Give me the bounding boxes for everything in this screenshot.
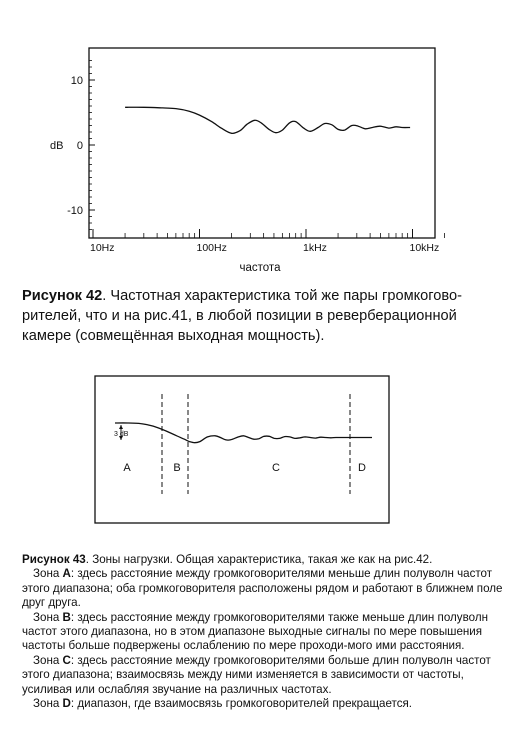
x-tick-label: 10kHz [409, 242, 440, 254]
figure-42-caption [22, 286, 502, 346]
zone-c-description [22, 654, 516, 697]
x-tick-label: 100Hz [196, 242, 227, 254]
annotation-arrowhead-up [119, 425, 123, 429]
zone-b-prefix: Зона [33, 610, 63, 624]
y-axis-tick-labels [67, 75, 83, 217]
y-axis-ticks [89, 61, 95, 230]
y-axis-label: dB [50, 140, 64, 152]
zone-d-description [22, 697, 516, 711]
series-line-response [125, 107, 410, 133]
zone-a-description [22, 567, 516, 610]
zone-label-d: D [358, 462, 366, 474]
zone-a-text: : здесь расстояние между громкоговорителями меньше длин полуволн частот этого диапазона; оба громкоговорителя расположены рядом и работают в ближнем поле друг друга. [22, 567, 503, 610]
y-tick-label: 10 [70, 75, 83, 87]
zone-label-a: A [123, 462, 131, 474]
figure-42-chart [0, 0, 521, 280]
zone-d-prefix: Зона [33, 697, 63, 711]
series-line-response [115, 423, 372, 443]
zone-c-text: : здесь расстояние между громкоговорителями больше длин полуволн частот этого диапазона; взаимосвязь между ними изменяется в зависимости от частоты, усиливая или ослабляя звучание на различных частотах. [22, 653, 491, 696]
zone-d-letter: D [62, 697, 71, 711]
figure-43-caption-intro [22, 553, 516, 567]
x-axis-label: частота [239, 262, 281, 274]
zone-c-prefix: Зона [33, 653, 63, 667]
zone-d-text: : диапазон, где взаимосвязь громкоговорителей прекращается. [70, 697, 413, 711]
zone-label-c: C [272, 462, 280, 474]
figure-43-caption-label: Рисунок 43 [22, 553, 86, 566]
plot-frame [95, 376, 389, 523]
zone-b-letter: B [62, 610, 71, 624]
figure-43-caption-text: . Зоны нагрузки. Общая характеристика, такая же как на рис.42. [85, 553, 433, 566]
figure-42-caption-label: Рисунок 42 [22, 288, 103, 304]
zone-c-letter: C [62, 653, 71, 667]
y-tick-label: 0 [76, 140, 83, 152]
zone-b-description [22, 611, 516, 654]
x-axis-ticks [93, 229, 445, 238]
zone-label-b: B [173, 462, 181, 474]
zone-b-text: : здесь расстояние между громкоговорителями также меньше длин полуволн частот этого диапазона, но в этом диапазоне выходные сигналы по мере повышения частоты больше подвержены ослаблению по мере проходи-мого ими расстояния. [22, 610, 488, 653]
x-tick-label: 10Hz [90, 242, 115, 254]
figure-43-diagram [0, 370, 521, 530]
zone-a-letter: A [62, 567, 71, 581]
x-tick-label: 1kHz [303, 242, 327, 254]
y-tick-label: -10 [67, 205, 83, 217]
figure-42-caption-text: . Частотная характеристика той же пары громкогово-рителей, что и на рис.41, в любой позиции в реверберационной камере (совмещённая выходная мощность). [22, 288, 462, 344]
annotation-3db: 3 dB [114, 431, 129, 438]
zone-a-prefix: Зона [33, 567, 63, 581]
x-axis-tick-labels [90, 242, 439, 254]
plot-frame [89, 48, 435, 238]
figure-43-caption [22, 553, 516, 711]
